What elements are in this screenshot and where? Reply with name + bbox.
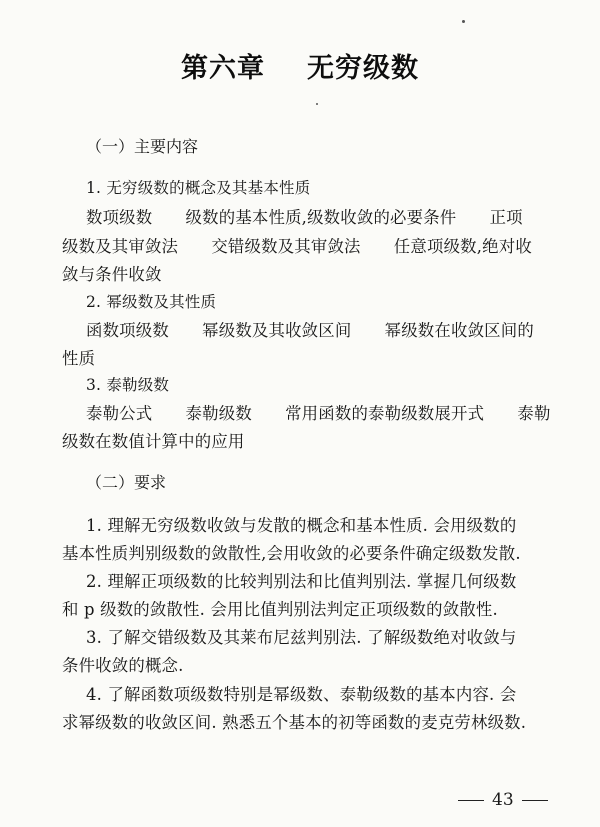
chapter-name: 无穷级数 — [307, 53, 419, 84]
subsection-title: 1. 无穷级数的概念及其基本性质 — [86, 179, 311, 197]
requirement-line: 基本性质判别级数的敛散性,会用收敛的必要条件确定级数发散. — [62, 544, 521, 563]
content-line: 函数项级数 幂级数及其收敛区间 幂级数在收敛区间的 — [86, 321, 534, 340]
content-line: 敛与条件收敛 — [62, 265, 162, 284]
requirement-line: 条件收敛的概念. — [62, 656, 184, 675]
subsection-title: 2. 幂级数及其性质 — [86, 293, 217, 311]
requirement-line: 求幂级数的收敛区间. 熟悉五个基本的初等函数的麦克劳林级数. — [62, 713, 527, 732]
page-number — [458, 790, 548, 810]
requirement-line: 4. 了解函数项级数特别是幂级数、泰勒级数的基本内容. 会 — [86, 685, 517, 704]
requirement-line: 3. 了解交错级数及其莱布尼兹判别法. 了解级数绝对收敛与 — [86, 628, 517, 647]
section-heading-main-content: （一）主要内容 — [86, 137, 199, 156]
subsection-title: 3. 泰勒级数 — [86, 376, 170, 394]
requirement-line: 和 p 级数的敛散性. 会用比值判别法判定正项级数的敛散性. — [62, 600, 498, 619]
folio-dash-left — [458, 800, 484, 801]
scan-speck — [316, 103, 318, 105]
requirement-line: 1. 理解无穷级数收敛与发散的概念和基本性质. 会用级数的 — [86, 516, 517, 535]
chapter-number: 第六章 — [181, 53, 265, 84]
content-line: 级数及其审敛法 交错级数及其审敛法 任意项级数,绝对收 — [62, 237, 532, 256]
page-number-value: 43 — [492, 790, 514, 810]
content-line: 数项级数 级数的基本性质,级数收敛的必要条件 正项 — [86, 208, 523, 227]
content-line: 泰勒公式 泰勒级数 常用函数的泰勒级数展开式 泰勒 — [86, 404, 551, 423]
section-heading-requirements: （二）要求 — [86, 473, 167, 492]
content-line: 级数在数值计算中的应用 — [62, 432, 245, 451]
requirement-line: 2. 理解正项级数的比较判别法和比值判别法. 掌握几何级数 — [86, 572, 517, 591]
chapter-title — [0, 46, 600, 85]
content-line: 性质 — [62, 349, 96, 368]
scan-speck — [462, 20, 465, 23]
folio-dash-right — [522, 800, 548, 801]
